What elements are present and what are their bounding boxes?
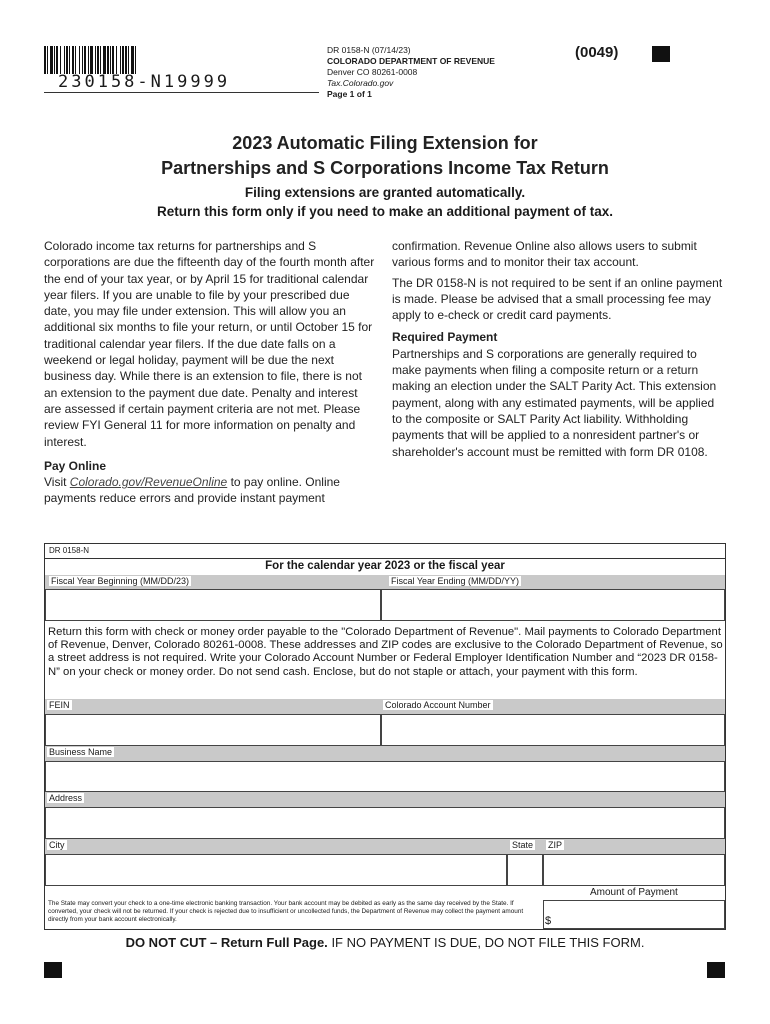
subtitle-line1: Filing extensions are granted automatically. [244,185,526,200]
form-identification [327,45,495,100]
check-conversion-notice: The State may convert your check to a one-time electronic banking transaction. Your bank account may be debited as early as the same day received by the State. If converted, your check will not be returned. If your check is rejected due to insufficient or uncollected funds, the Department of Revenue may collect the payment amount directly from your bank account electronically. [48,900,524,923]
city-label: City [49,840,65,850]
account-number-label: Colorado Account Number [385,700,491,710]
registration-mark-bottom-right [707,962,725,978]
fiscal-year-ending-field[interactable] [381,589,725,621]
pay-online-heading: Pay Online [44,458,107,473]
state-field[interactable] [507,854,543,886]
fiscal-year-beginning-label: Fiscal Year Beginning (MM/DD/23) [51,576,190,586]
business-row-shading [45,746,725,761]
zip-label: ZIP [548,840,563,850]
required-payment-heading: Required Payment [392,330,498,345]
right-column [392,238,726,464]
city-row-shading [45,839,725,854]
fein-label: FEIN [49,700,70,710]
page-title-line1: 2023 Automatic Filing Extension for [232,133,538,153]
account-number-field[interactable] [381,714,725,746]
address-row-shading [45,792,725,807]
pay-online-paragraph [44,474,376,507]
do-not-cut-text: DO NOT CUT – Return Full Page. [125,935,328,950]
no-payment-text: IF NO PAYMENT IS DUE, DO NOT FILE THIS FORM. [331,935,645,950]
mailing-instructions: Return this form with check or money order payable to the "Colorado Department of Revenue". Mail payments to Colorado Department of Revenue, Denver, Colorado 80261-0008. These addresses and ZIP codes are exclusive to the Colorado Department of Revenue, so a street address is not required. Write your Colorado Account Number or Federal Employer Identification Number and “2023 DR 0158-N” on your check or money order. Do not send cash. Enclose, but do not staple or attach, your payment with this form. [48,626,723,678]
footer-notice [0,935,770,950]
form-number: (0049) [575,44,619,61]
fein-field[interactable] [45,714,381,746]
amount-of-payment-label: Amount of Payment [590,887,678,898]
voucher-form-code: DR 0158-N [49,546,90,555]
page-title-line2: Partnerships and S Corporations Income Tax Return [161,158,609,178]
business-name-label: Business Name [49,747,113,757]
calendar-year-heading: For the calendar year 2023 or the fiscal year [265,560,505,572]
barcode-divider [44,92,319,93]
revenue-online-link[interactable]: Colorado.gov/RevenueOnline [69,475,228,490]
amount-of-payment-field[interactable] [543,900,725,929]
department-website: Tax.Colorado.gov [327,78,394,88]
form-code: DR 0158-N (07/14/23) [327,45,411,55]
dollar-sign: $ [545,915,552,927]
zip-field[interactable] [543,854,725,886]
subtitle-line2: Return this form only if you need to make an additional payment of tax. [156,204,614,219]
city-field[interactable] [45,854,507,886]
voucher-divider [45,558,725,559]
left-column [44,238,376,511]
required-payment-paragraph: Partnerships and S corporations are generally required to make payments when filing a composite return or a return making an election under the SALT Parity Act. This extension payment, along with any estimated payments, will be applied to the composite or SALT Parity Act liability. Withholding payments that will be applied to a nonresident partner's or shareholder's account must be remitted with form DR 0108. [392,346,717,459]
fiscal-year-ending-label: Fiscal Year Ending (MM/DD/YY) [391,576,520,586]
pay-online-prefix: Visit [44,475,67,490]
confirmation-paragraph: confirmation. Revenue Online also allows users to submit various forms and to monitor their tax account. [392,239,697,270]
department-address: Denver CO 80261-0008 [327,67,418,77]
barcode-bar [136,46,138,74]
address-field[interactable] [45,807,725,839]
address-label: Address [49,793,83,803]
page-number: Page 1 of 1 [327,89,372,99]
fiscal-year-beginning-field[interactable] [45,589,381,621]
barcode-number: 230158-N19999 [58,72,231,92]
pay-online-suffix: to pay online. Online payments reduce errors and provide instant payment [44,475,340,506]
payment-voucher [44,543,726,930]
department-name: COLORADO DEPARTMENT OF REVENUE [327,56,495,66]
business-name-field[interactable] [45,761,725,792]
state-label: State [512,840,534,850]
barcode [44,46,252,74]
intro-paragraph: Colorado income tax returns for partnerships and S corporations are due the fifteenth day of the fourth month after the end of your tax year, or by April 15 for traditional calendar year filers. If you are unable to file by your prescribed due date, you may file under extension. This will allow you an additional six months to file your return, or until October 15 for traditional calendar year filers. If the due date falls on a weekend or legal holiday, payment will be due the next business day. While there is an extension to file, there is not an extension to the payment due date. Penalty and interest are assessed if certain payment criteria are not met. Please review FYI General 11 for more information on penalty and interest. [44,239,375,449]
registration-mark-top-right [652,46,670,62]
registration-mark-bottom-left [44,962,62,978]
not-required-paragraph: The DR 0158-N is not required to be sent if an online payment is made. Please be advised that a small processing fee may apply to e-check or credit card payments. [392,275,723,323]
